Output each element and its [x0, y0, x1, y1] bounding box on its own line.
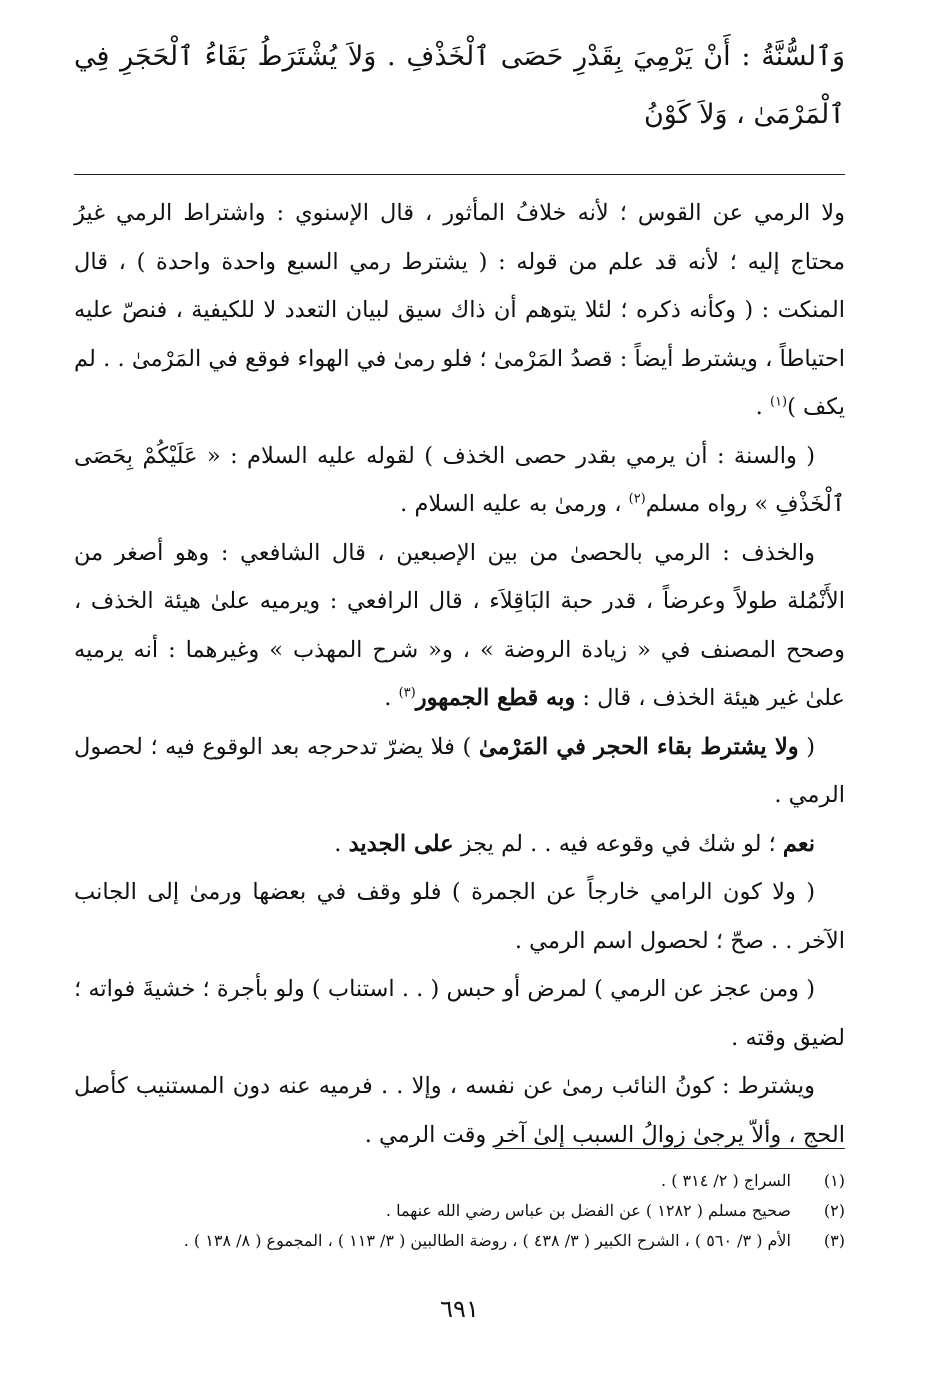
commentary-paragraph [74, 432, 845, 529]
footnote-number: (٣) [823, 1231, 845, 1250]
paragraph-text: . [755, 394, 770, 420]
commentary-paragraph [74, 529, 845, 723]
footnote-text: صحيح مسلم ( ١٢٨٢ ) عن الفضل بن عباس رضي الله عنهما . [385, 1201, 791, 1220]
matn-text [74, 28, 845, 150]
bold-phrase: ولا يشترط بقاء الحجر في المَرْمىٰ [478, 733, 799, 760]
page-number: ٦٩١ [440, 1295, 479, 1323]
footnote-ref: (٣) [398, 685, 416, 701]
bold-phrase: وبه قطع الجمهور [415, 685, 576, 711]
bold-phrase: على الجديد [348, 830, 454, 857]
book-page [74, 28, 845, 1376]
paragraph-text: ؛ لو شك في وقوعه فيه . . لم يجز [453, 830, 783, 857]
footnote-text: السراج ( ٢/ ٣١٤ ) . [661, 1171, 791, 1190]
footnote-divider [495, 1148, 845, 1149]
paragraph-text: ولا الرمي عن القوس ؛ لأنه خلافُ المأثور ، قال الإسنوي : واشتراط الرمي غيرُ محتاج إليه ؛ لأنه قد علم من قوله : ( يشترط رمي السبع واحدة واحدة ) ، قال المنكت : ( وكأنه ذكره ؛ لئلا يتوهم أن ذاك سيق لبيان التعدد لا للكيفية ، فنصّ عليه احتياطاً ، ويشترط أيضاً : قصدُ المَرْمىٰ ؛ فلو رمىٰ في الهواء فوقع في المَرْمىٰ . . لم يكف ) [74, 200, 845, 420]
footnote-ref: (١) [769, 394, 788, 410]
matn-line: وَٱلسُّنَّةُ : أَنْ يَرْمِيَ بِقَدْرِ حَصَى ٱلْخَذْفِ . وَلاَ يُشْتَرَطُ بَقَاءُ ٱلْحَجَرِ فِي ٱلْمَرْمَىٰ ، وَلاَ كَوْنُ [74, 41, 845, 130]
paragraph-text: ، ورمىٰ به عليه السلام . [400, 491, 629, 517]
paragraph-text: . [384, 685, 399, 711]
footnote-text: الأم ( ٣/ ٥٦٠ ) ، الشرح الكبير ( ٣/ ٤٣٨ ) ، روضة الطالبين ( ٣/ ١١٣ ) ، المجموع ( ٨/ ١٣٨ ) . [183, 1231, 791, 1250]
footnote [54, 1166, 845, 1196]
paragraph-text: ( والسنة : أن يرمي بقدر حصى الخذف ) لقوله عليه السلام : « عَلَيْكُمْ بِحَصَى ٱلْخَذْفِ » رواه مسلم [74, 442, 845, 517]
footnote [54, 1226, 845, 1256]
commentary-paragraph: ويشترط : كونُ النائب رمىٰ عن نفسه ، وإلا . . فرميه عنه دون المستنيب كأصل الحج ، وألاّ يرجىٰ زوالُ السبب إلىٰ آخر وقت الرمي . [74, 1073, 845, 1148]
paragraph-text: والخذف : الرمي بالحصىٰ من بين الإصبعين ، قال الشافعي : وهو أصغر من الأَنْمُلة طولاً وعرضاً ، قدر حبة البَاقِلاَء ، قال الرافعي : ويرميه علىٰ هيئة الخذف ، وصحح المصنف في « زيادة الروضة » ، و« شرح المهذب » وغيرهما : أنه يرميه علىٰ غير هيئة الخذف ، قال : [74, 539, 845, 711]
paragraph-text: . [334, 830, 349, 857]
commentary-paragraph: ( ولا كون الرامي خارجاً عن الجمرة ) فلو وقف في بعضها ورمىٰ إلى الجانب الآخر . . صحّ ؛ لحصول اسم الرمي . [74, 879, 845, 954]
commentary-paragraph [74, 189, 845, 432]
commentary-paragraph [74, 723, 845, 820]
matn-line [74, 144, 845, 150]
commentary-paragraph [74, 820, 845, 869]
paragraph-text: ) فلا يضرّ تدحرجه بعد الوقوع فيه ؛ لحصول الرمي . [74, 733, 845, 808]
footnote-number: (١) [823, 1171, 845, 1190]
footnotes [54, 1166, 845, 1256]
footnote [54, 1196, 845, 1226]
paragraph-text: ( [798, 733, 816, 760]
footnote-ref: (٢) [628, 491, 646, 507]
footnote-number: (٢) [823, 1201, 845, 1220]
bold-phrase: نعم [782, 830, 815, 857]
matn-divider [74, 174, 845, 175]
commentary-paragraph: ( ومن عجز عن الرمي ) لمرض أو حبس ( . . استناب ) ولو بأجرة ؛ خشيةَ فواته ؛ لضيق وقته . [74, 976, 845, 1051]
commentary-text [74, 189, 845, 1159]
